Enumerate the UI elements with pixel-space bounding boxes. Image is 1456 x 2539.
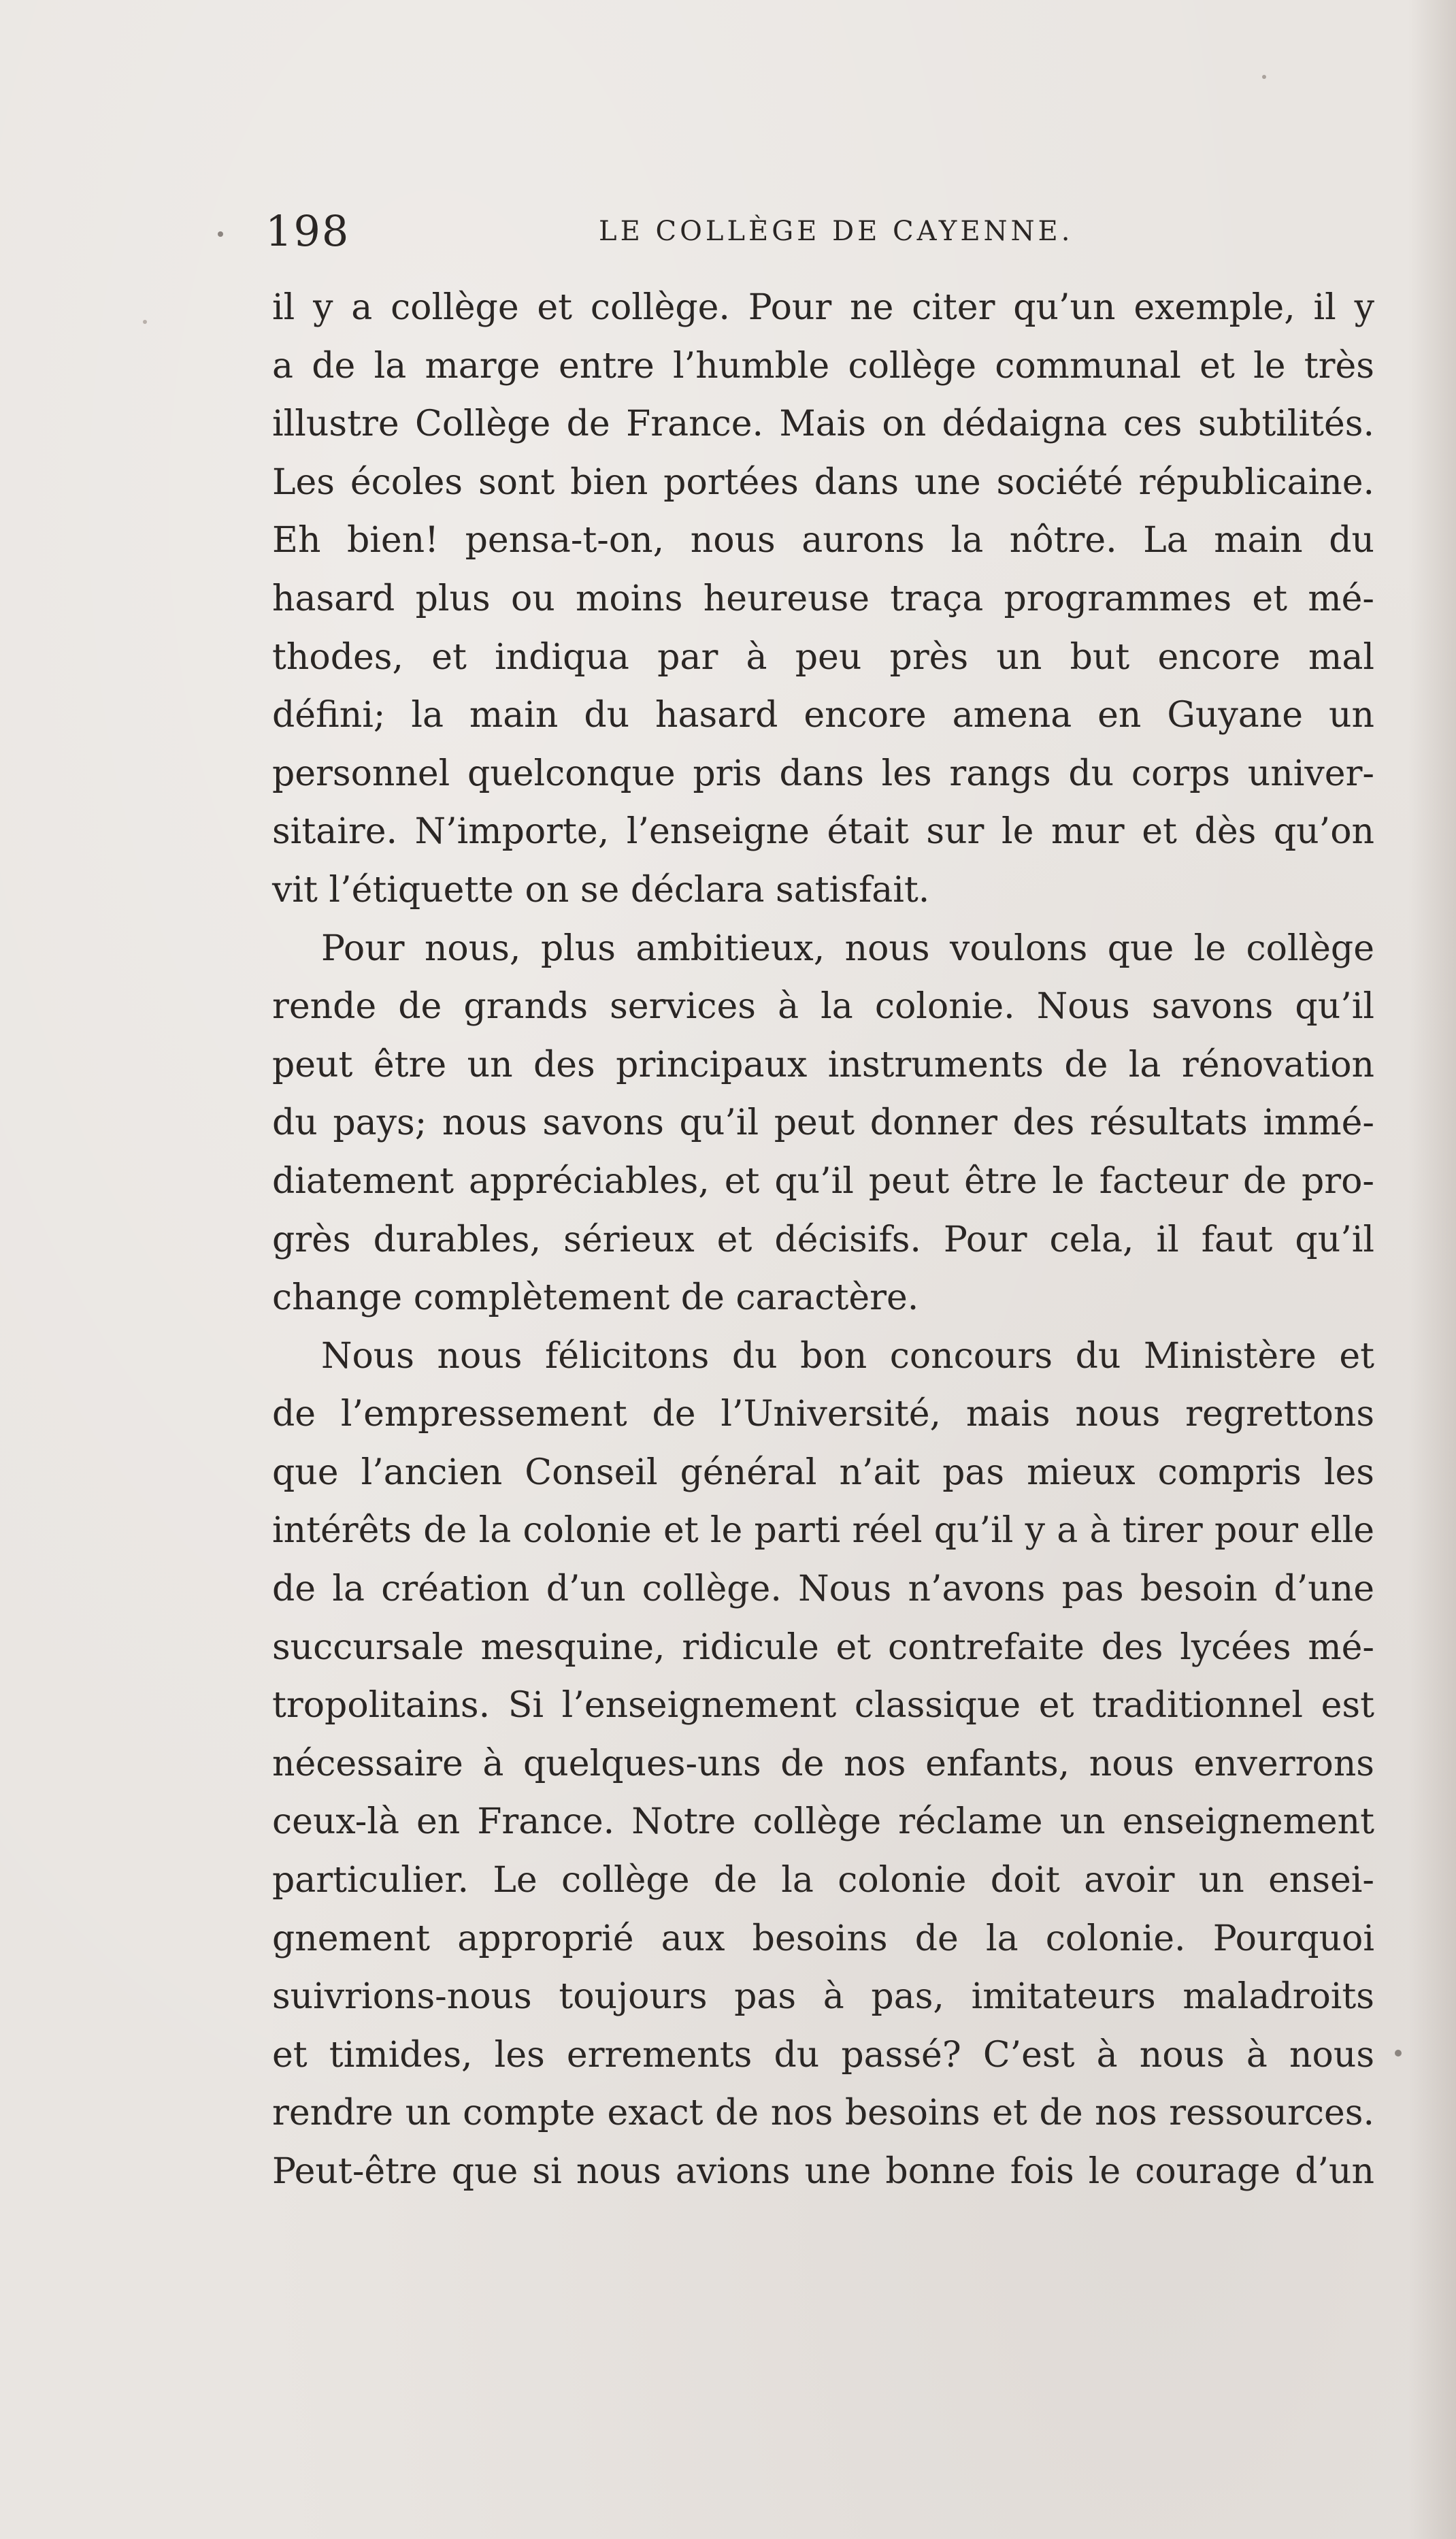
text-line: tropolitains. Si l’enseignement classique et traditionnel est	[272, 1685, 1374, 1726]
ink-speck	[1262, 75, 1266, 79]
text-line: hasard plus ou moins heureuse traça programmes et mé-	[272, 578, 1374, 619]
text-line: diatement appréciables, et qu’il peut être le facteur de pro-	[272, 1160, 1374, 1202]
text-line: Les écoles sont bien portées dans une société républicaine.	[272, 461, 1374, 503]
text-line: particulier. Le collège de la colonie doit avoir un ensei-	[272, 1860, 1374, 1901]
text-line: grès durables, sérieux et décisifs. Pour cela, il faut qu’il	[272, 1219, 1374, 1260]
text-line: de l’empressement de l’Université, mais nous regrettons	[272, 1394, 1374, 1435]
text-line: intérêts de la colonie et le parti réel qu’il y a à tirer pour elle	[272, 1510, 1374, 1552]
text-line: rende de grands services à la colonie. Nous savons qu’il	[272, 986, 1374, 1028]
text-line: rendre un compte exact de nos besoins et de nos ressources.	[272, 2093, 1374, 2134]
text-line: a de la marge entre l’humble collège communal et le très	[272, 345, 1374, 387]
body-text	[272, 279, 1374, 2201]
text-line: Nous nous félicitons du bon concours du Ministère et	[321, 1335, 1374, 1377]
text-line: que l’ancien Conseil général n’ait pas mieux compris les	[272, 1452, 1374, 1493]
text-line: défini; la main du hasard encore amena en Guyane un	[272, 695, 1374, 736]
text-line: Pour nous, plus ambitieux, nous voulons que le collège	[321, 928, 1374, 969]
text-line: personnel quelconque pris dans les rangs du corps univer-	[272, 753, 1374, 794]
ink-speck	[1395, 2050, 1402, 2057]
running-title: LE COLLÈGE DE CAYENNE.	[599, 216, 1074, 247]
text-line: il y a collège et collège. Pour ne citer qu’un exemple, il y	[272, 287, 1374, 328]
text-line: ceux-là en France. Notre collège réclame un enseignement	[272, 1801, 1374, 1843]
text-line: thodes, et indiqua par à peu près un but encore mal	[272, 636, 1374, 678]
text-line: gnement approprié aux besoins de la colonie. Pourquoi	[272, 1918, 1374, 1959]
text-line: Eh bien! pensa-t-on, nous aurons la nôtre. La main du	[272, 520, 1374, 561]
page-number: 198	[265, 206, 350, 256]
text-line: peut être un des principaux instruments de la rénovation	[272, 1044, 1374, 1085]
ink-speck	[218, 231, 223, 237]
ink-speck	[143, 320, 147, 324]
text-line: de la création d’un collège. Nous n’avons pas besoin d’une	[272, 1569, 1374, 1610]
text-line: Peut-être que si nous avions une bonne fois le courage d’un	[272, 2151, 1374, 2192]
text-line: nécessaire à quelques-uns de nos enfants, nous enverrons	[272, 1743, 1374, 1784]
text-line: vit l’étiquette on se déclara satisfait.	[272, 869, 930, 911]
text-line: suivrions-nous toujours pas à pas, imitateurs maladroits	[272, 1976, 1374, 2018]
text-line: change complètement de caractère.	[272, 1277, 919, 1319]
text-line: succursale mesquine, ridicule et contrefaite des lycées mé-	[272, 1626, 1374, 1668]
text-line: et timides, les errements du passé? C’est à nous à nous	[272, 2034, 1374, 2076]
text-line: du pays; nous savons qu’il peut donner des résultats immé-	[272, 1102, 1374, 1144]
page-header	[265, 204, 1381, 259]
page-edge-shadow	[1408, 0, 1456, 2539]
text-line: sitaire. N’importe, l’enseigne était sur le mur et dès qu’on	[272, 811, 1374, 853]
text-line: illustre Collège de France. Mais on dédaigna ces subtilités.	[272, 404, 1374, 445]
